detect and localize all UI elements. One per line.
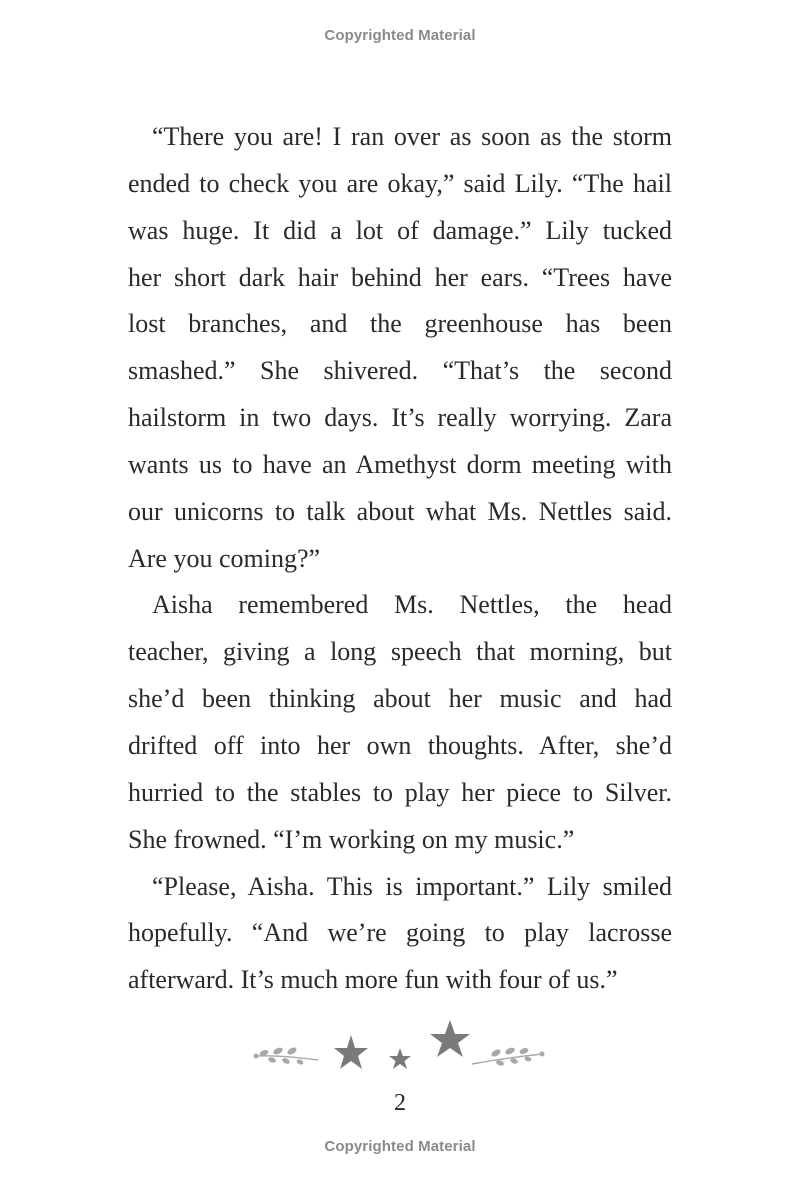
text-line: “Please, Aisha. This is important.” Lily smiled <box>152 871 672 901</box>
text-line: her short dark hair behind her ears. “Trees have <box>128 262 672 292</box>
text-line: ended to check you are okay,” said Lily. “The hail <box>128 168 672 198</box>
chapter-body <box>128 114 672 1004</box>
text-line: lost branches, and the greenhouse has been <box>128 309 672 339</box>
copyright-notice-bottom: Copyrighted Material <box>324 1138 476 1155</box>
star-icon <box>334 1035 368 1069</box>
star-large-icon <box>430 1020 470 1057</box>
text-line: Aisha remembered Ms. Nettles, the head <box>152 590 672 620</box>
leafy-branch-right-icon <box>472 1047 544 1066</box>
text-line: “There you are! I ran over as soon as the storm <box>152 122 672 151</box>
paragraph <box>128 114 672 582</box>
text-line: hurried to the stables to play her piece to Silver. <box>128 777 672 807</box>
text-line: was huge. It did a lot of damage.” Lily tucked <box>128 215 672 245</box>
text-line: hailstorm in two days. It’s really worrying. Zara <box>128 403 672 433</box>
text-line: Are you coming?” <box>128 543 321 573</box>
copyright-notice-top: Copyrighted Material <box>324 27 476 44</box>
scene-break-ornament <box>250 1015 550 1077</box>
text-line: she’d been thinking about her music and had <box>128 684 672 714</box>
leafy-branch-left-icon <box>254 1047 318 1065</box>
text-line: hopefully. “And we’re going to play lacrosse <box>128 918 672 948</box>
text-line: our unicorns to talk about what Ms. Nettles said. <box>128 496 672 526</box>
text-line: drifted off into her own thoughts. After, she’d <box>128 730 672 760</box>
text-line: wants us to have an Amethyst dorm meeting with <box>128 449 672 479</box>
page-number: 2 <box>394 1090 406 1116</box>
text-line: She frowned. “I’m working on my music.” <box>128 824 575 854</box>
text-line: afterward. It’s much more fun with four of us.” <box>128 965 618 995</box>
text-line: teacher, giving a long speech that morning, but <box>128 637 672 667</box>
star-small-icon <box>389 1048 411 1069</box>
paragraph <box>128 864 672 1005</box>
text-line: smashed.” She shivered. “That’s the second <box>128 356 672 386</box>
paragraph <box>128 582 672 863</box>
